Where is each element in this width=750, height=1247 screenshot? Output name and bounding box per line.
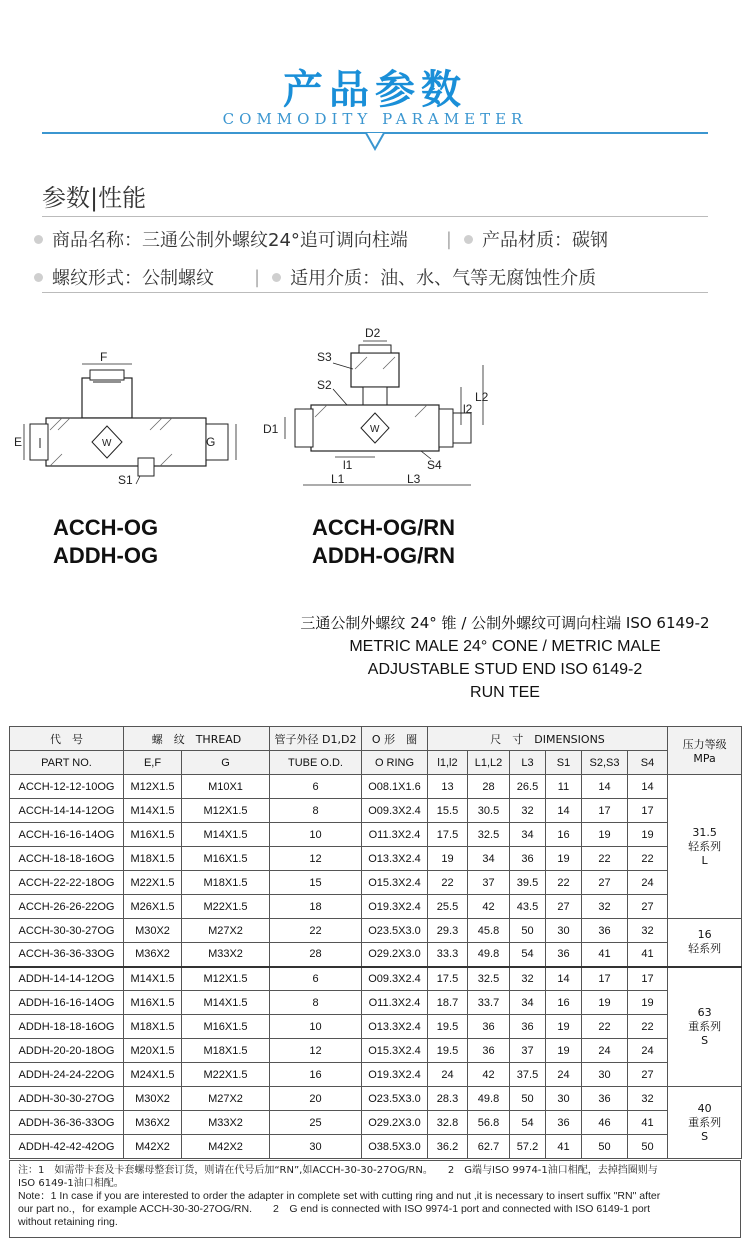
cell-part-no: ADDH-42-42-42OG xyxy=(10,1135,124,1159)
model-list-right xyxy=(312,514,455,570)
table-header-row xyxy=(10,751,742,775)
label-D1: D1 xyxy=(263,422,279,436)
th-S1: S1 xyxy=(546,751,582,775)
table-cell: M12X1.5 xyxy=(124,775,182,799)
pressure-series: 轻系列 xyxy=(688,942,722,956)
cell-part-no: ADDH-24-24-22OG xyxy=(10,1063,124,1087)
label-S1: S1 xyxy=(118,473,133,487)
pressure-rating xyxy=(668,967,742,1087)
table-cell: M14X1.5 xyxy=(182,823,270,847)
table-cell: 32 xyxy=(510,967,546,991)
table-cell: 19.5 xyxy=(428,1039,468,1063)
table-cell: 45.8 xyxy=(468,919,510,943)
attr-media: 适用介质：油、水、气等无腐蚀性介质 xyxy=(290,268,597,289)
note-cn-line1: 注：1 如需带卡套及卡套螺母整套订货，则请在代号后加“RN”,如ACCH-30-30-27OG/RN。 2 G端与ISO 9974-1油口相配，去掉挡圈则与 xyxy=(18,1165,658,1176)
table-cell: 41 xyxy=(628,1111,668,1135)
table-cell: 19.5 xyxy=(428,1015,468,1039)
table-cell: M33X2 xyxy=(182,1111,270,1135)
pressure-value: 31.5 xyxy=(692,825,717,839)
table-cell: M22X1.5 xyxy=(124,871,182,895)
table-cell: O19.3X2.4 xyxy=(362,895,428,919)
table-cell: M33X2 xyxy=(182,943,270,967)
table-cell: 50 xyxy=(582,1135,628,1159)
table-row xyxy=(10,1135,742,1159)
bullet-icon xyxy=(464,235,473,244)
table-cell: 19 xyxy=(628,823,668,847)
bullet-icon xyxy=(272,273,281,282)
table-cell: M42X2 xyxy=(124,1135,182,1159)
table-cell: 8 xyxy=(270,991,362,1015)
table-cell: M12X1.5 xyxy=(182,967,270,991)
table-cell: 14 xyxy=(546,967,582,991)
label-L3: L3 xyxy=(407,472,421,486)
table-cell: O11.3X2.4 xyxy=(362,823,428,847)
table-cell: 43.5 xyxy=(510,895,546,919)
th-dimensions: 尺 寸 DIMENSIONS xyxy=(428,727,668,751)
table-cell: M18X1.5 xyxy=(182,871,270,895)
table-cell: 42 xyxy=(468,895,510,919)
table-cell: M14X1.5 xyxy=(182,991,270,1015)
th-pressure-label: 压力等级 xyxy=(682,738,727,751)
drawing-run-tee xyxy=(10,350,250,500)
th-code: 代 号 xyxy=(10,727,124,751)
table-cell: 36 xyxy=(510,847,546,871)
table-row xyxy=(10,967,742,991)
page-title: 产品参数 xyxy=(283,67,467,113)
table-cell: 22 xyxy=(428,871,468,895)
label-S2: S2 xyxy=(317,378,332,392)
attr-material: 产品材质：碳钢 xyxy=(481,230,608,251)
table-cell: 24 xyxy=(428,1063,468,1087)
table-row xyxy=(10,919,742,943)
table-cell: M10X1 xyxy=(182,775,270,799)
table-cell: 28.3 xyxy=(428,1087,468,1111)
table-cell: 39.5 xyxy=(510,871,546,895)
table-cell: M18X1.5 xyxy=(124,1015,182,1039)
table-cell: 30 xyxy=(582,1063,628,1087)
table-cell: M16X1.5 xyxy=(182,847,270,871)
table-cell: M16X1.5 xyxy=(124,991,182,1015)
table-cell: 19 xyxy=(546,847,582,871)
table-cell: 28 xyxy=(468,775,510,799)
model-name: ADDH-OG xyxy=(53,543,159,568)
table-row xyxy=(10,1015,742,1039)
cell-part-no: ACCH-36-36-33OG xyxy=(10,943,124,967)
cell-part-no: ACCH-22-22-18OG xyxy=(10,871,124,895)
th-oring: O 形 圈 xyxy=(362,727,428,751)
table-row xyxy=(10,991,742,1015)
table-cell: M27X2 xyxy=(182,919,270,943)
th-pressure-unit: MPa xyxy=(693,752,716,765)
label-S3: S3 xyxy=(317,350,332,364)
th-tube: 管子外径 D1,D2 xyxy=(270,727,362,751)
table-cell: 14 xyxy=(628,775,668,799)
table-cell: 17 xyxy=(628,967,668,991)
table-cell: 13 xyxy=(428,775,468,799)
table-cell: 54 xyxy=(510,943,546,967)
cell-part-no: ADDH-16-16-14OG xyxy=(10,991,124,1015)
table-cell: 36 xyxy=(582,1087,628,1111)
table-cell: M26X1.5 xyxy=(124,895,182,919)
table-cell: 18.7 xyxy=(428,991,468,1015)
caret-down-icon xyxy=(364,133,386,155)
section-divider xyxy=(42,216,708,217)
table-cell: 22 xyxy=(628,847,668,871)
table-cell: O29.2X3.0 xyxy=(362,943,428,967)
table-cell: O19.3X2.4 xyxy=(362,1063,428,1087)
section-title: 参数|性能 xyxy=(42,184,147,212)
th-tube-od: TUBE O.D. xyxy=(270,751,362,775)
table-cell: 16 xyxy=(546,991,582,1015)
table-cell: 14 xyxy=(546,799,582,823)
cell-part-no: ACCH-16-16-14OG xyxy=(10,823,124,847)
table-cell: 50 xyxy=(510,1087,546,1111)
table-cell: 24 xyxy=(628,1039,668,1063)
th-L1L2: L1,L2 xyxy=(468,751,510,775)
pressure-series: 重系列 xyxy=(688,1019,722,1033)
table-cell: 32 xyxy=(582,895,628,919)
desc-en-line1: METRIC MALE 24° CONE / METRIC MALE xyxy=(349,638,661,655)
attribute-divider xyxy=(42,292,708,293)
product-description xyxy=(270,612,740,704)
pressure-value: 63 xyxy=(697,1005,712,1019)
pressure-rating xyxy=(668,775,742,919)
table-cell: 25 xyxy=(270,1111,362,1135)
th-L3: L3 xyxy=(510,751,546,775)
table-cell: O11.3X2.4 xyxy=(362,991,428,1015)
svg-text:W: W xyxy=(102,438,112,449)
desc-en-line3: RUN TEE xyxy=(470,684,540,701)
table-cell: M22X1.5 xyxy=(182,895,270,919)
label-E: E xyxy=(14,435,23,449)
cell-part-no: ADDH-18-18-16OG xyxy=(10,1015,124,1039)
table-cell: M22X1.5 xyxy=(182,1063,270,1087)
table-cell: 32.5 xyxy=(468,823,510,847)
table-cell: 19 xyxy=(582,823,628,847)
table-cell: 29.3 xyxy=(428,919,468,943)
table-cell: 37 xyxy=(510,1039,546,1063)
table-cell: 16 xyxy=(270,1063,362,1087)
table-cell: 25.5 xyxy=(428,895,468,919)
table-cell: 27 xyxy=(628,895,668,919)
cell-part-no: ACCH-12-12-10OG xyxy=(10,775,124,799)
table-cell: 15 xyxy=(270,871,362,895)
table-header-row xyxy=(10,727,742,751)
table-cell: 49.8 xyxy=(468,1087,510,1111)
table-cell: M16X1.5 xyxy=(124,823,182,847)
table-cell: 36 xyxy=(468,1039,510,1063)
table-cell: 36.2 xyxy=(428,1135,468,1159)
table-cell: 18 xyxy=(270,895,362,919)
table-cell: 6 xyxy=(270,775,362,799)
table-cell: M36X2 xyxy=(124,1111,182,1135)
table-cell: 28 xyxy=(270,943,362,967)
pressure-value: 16 xyxy=(697,928,712,942)
table-cell: 50 xyxy=(628,1135,668,1159)
label-L1: L1 xyxy=(331,472,345,486)
model-name: ACCH-OG xyxy=(53,515,159,540)
table-cell: 36 xyxy=(510,1015,546,1039)
table-cell: M30X2 xyxy=(124,919,182,943)
table-cell: O29.2X3.0 xyxy=(362,1111,428,1135)
table-cell: 62.7 xyxy=(468,1135,510,1159)
table-cell: 17 xyxy=(582,967,628,991)
table-cell: 41 xyxy=(582,943,628,967)
model-name: ACCH-OG/RN xyxy=(312,515,455,540)
table-cell: 10 xyxy=(270,1015,362,1039)
table-cell: O09.3X2.4 xyxy=(362,799,428,823)
pressure-value: 40 xyxy=(697,1101,712,1115)
table-cell: O15.3X2.4 xyxy=(362,871,428,895)
table-row xyxy=(10,943,742,967)
table-cell: 24 xyxy=(582,1039,628,1063)
model-list-left xyxy=(53,514,158,570)
table-cell: M18X1.5 xyxy=(182,1039,270,1063)
pressure-code: L xyxy=(701,853,708,867)
table-cell: 49.8 xyxy=(468,943,510,967)
label-l2: l2 xyxy=(463,402,473,416)
pressure-code: S xyxy=(701,1129,709,1143)
table-cell: 30 xyxy=(546,1087,582,1111)
table-row xyxy=(10,895,742,919)
th-ef: E,F xyxy=(124,751,182,775)
drawing-run-tee-rn xyxy=(255,325,505,495)
cell-part-no: ADDH-20-20-18OG xyxy=(10,1039,124,1063)
th-thread: 螺 纹 THREAD xyxy=(124,727,270,751)
table-cell: 33.3 xyxy=(428,943,468,967)
table-cell: 54 xyxy=(510,1111,546,1135)
table-cell: 36 xyxy=(546,1111,582,1135)
desc-en-line2: ADJUSTABLE STUD END ISO 6149-2 xyxy=(367,661,643,678)
table-cell: 11 xyxy=(546,775,582,799)
table-cell: 22 xyxy=(582,1015,628,1039)
table-cell: 27 xyxy=(546,895,582,919)
table-cell: 32 xyxy=(628,919,668,943)
table-cell: 12 xyxy=(270,1039,362,1063)
table-cell: M16X1.5 xyxy=(182,1015,270,1039)
table-cell: M14X1.5 xyxy=(124,799,182,823)
cell-part-no: ADDH-14-14-12OG xyxy=(10,967,124,991)
table-cell: O08.1X1.6 xyxy=(362,775,428,799)
label-S4: S4 xyxy=(427,458,442,472)
table-cell: 27 xyxy=(628,1063,668,1087)
table-row xyxy=(10,823,742,847)
table-cell: M27X2 xyxy=(182,1087,270,1111)
cell-part-no: ADDH-30-30-27OG xyxy=(10,1087,124,1111)
table-cell: 20 xyxy=(270,1087,362,1111)
table-cell: 17.5 xyxy=(428,823,468,847)
cell-part-no: ACCH-18-18-16OG xyxy=(10,847,124,871)
table-cell: 30 xyxy=(546,919,582,943)
table-cell: 32 xyxy=(510,799,546,823)
cell-part-no: ACCH-14-14-12OG xyxy=(10,799,124,823)
pressure-rating xyxy=(668,1087,742,1159)
table-cell: 17 xyxy=(582,799,628,823)
th-part-no: PART NO. xyxy=(10,751,124,775)
table-cell: 30.5 xyxy=(468,799,510,823)
table-row xyxy=(10,1039,742,1063)
cell-part-no: ADDH-36-36-33OG xyxy=(10,1111,124,1135)
table-cell: M12X1.5 xyxy=(182,799,270,823)
table-cell: 17 xyxy=(628,799,668,823)
table-cell: 34 xyxy=(468,847,510,871)
table-cell: 19 xyxy=(546,1039,582,1063)
table-cell: O13.3X2.4 xyxy=(362,847,428,871)
table-cell: O23.5X3.0 xyxy=(362,919,428,943)
th-pressure xyxy=(668,727,742,775)
table-cell: 19 xyxy=(546,1015,582,1039)
attr-product-name: 商品名称：三通公制外螺纹24°追可调向柱端 xyxy=(52,230,408,251)
label-D2: D2 xyxy=(365,326,381,340)
model-name: ADDH-OG/RN xyxy=(312,543,455,568)
table-cell: 22 xyxy=(582,847,628,871)
table-cell: 8 xyxy=(270,799,362,823)
table-cell: 27 xyxy=(582,871,628,895)
table-row xyxy=(10,799,742,823)
table-cell: M42X2 xyxy=(182,1135,270,1159)
table-cell: M30X2 xyxy=(124,1087,182,1111)
table-cell: 50 xyxy=(510,919,546,943)
label-L2: L2 xyxy=(475,390,489,404)
th-l1l2: l1,l2 xyxy=(428,751,468,775)
table-cell: 24 xyxy=(546,1063,582,1087)
table-cell: 37 xyxy=(468,871,510,895)
table-row xyxy=(10,1063,742,1087)
attribute-row xyxy=(34,220,714,258)
table-cell: 41 xyxy=(628,943,668,967)
cell-part-no: ACCH-30-30-27OG xyxy=(10,919,124,943)
table-cell: 36 xyxy=(546,943,582,967)
table-cell: 17.5 xyxy=(428,967,468,991)
table-cell: 34 xyxy=(510,991,546,1015)
th-S4: S4 xyxy=(628,751,668,775)
pressure-series: 轻系列 xyxy=(688,839,722,853)
svg-text:W: W xyxy=(370,424,380,435)
separator: | xyxy=(445,228,452,250)
page-subtitle: COMMODITY PARAMETER xyxy=(222,110,528,128)
table-cell: 6 xyxy=(270,967,362,991)
table-cell: O09.3X2.4 xyxy=(362,967,428,991)
label-l1: l1 xyxy=(343,458,353,472)
table-cell: O23.5X3.0 xyxy=(362,1087,428,1111)
note-en-line3: without retaining ring. xyxy=(18,1216,118,1228)
table-cell: 57.2 xyxy=(510,1135,546,1159)
table-cell: M14X1.5 xyxy=(124,967,182,991)
table-cell: 24 xyxy=(628,871,668,895)
table-cell: 15.5 xyxy=(428,799,468,823)
table-cell: 34 xyxy=(510,823,546,847)
table-cell: 22 xyxy=(270,919,362,943)
table-cell: M24X1.5 xyxy=(124,1063,182,1087)
pressure-code: S xyxy=(701,1033,709,1047)
pressure-rating xyxy=(668,919,742,967)
table-row xyxy=(10,847,742,871)
note-cn-line2: ISO 6149-1油口相配。 xyxy=(18,1178,124,1189)
table-cell: 32.5 xyxy=(468,967,510,991)
table-cell: 33.7 xyxy=(468,991,510,1015)
table-cell: M36X2 xyxy=(124,943,182,967)
table-row xyxy=(10,871,742,895)
note-en-line2: our part no.，for example ACCH-30-30-27OG/RN. 2 G end is connected with ISO 9974-1 port and connected with ISO 6149-1 port xyxy=(18,1203,651,1215)
table-row xyxy=(10,1111,742,1135)
attribute-row xyxy=(34,258,714,296)
table-cell: 19 xyxy=(628,991,668,1015)
table-cell: 22 xyxy=(628,1015,668,1039)
bullet-icon xyxy=(34,273,43,282)
table-cell: 12 xyxy=(270,847,362,871)
table-cell: 32.8 xyxy=(428,1111,468,1135)
table-cell: 16 xyxy=(546,823,582,847)
separator: | xyxy=(254,266,261,288)
table-row xyxy=(10,775,742,799)
table-row xyxy=(10,1087,742,1111)
table-cell: 36 xyxy=(582,919,628,943)
table-cell: 19 xyxy=(428,847,468,871)
notes-box xyxy=(9,1160,741,1238)
pressure-series: 重系列 xyxy=(688,1115,722,1129)
table-cell: 36 xyxy=(468,1015,510,1039)
table-cell: 26.5 xyxy=(510,775,546,799)
table-cell: M18X1.5 xyxy=(124,847,182,871)
table-cell: 56.8 xyxy=(468,1111,510,1135)
table-cell: 19 xyxy=(582,991,628,1015)
note-en-line1: Note：1 In case if you are interested to order the adapter in complete set with cutting ring and nut ,it is necessary to insert suffix "RN" after xyxy=(18,1190,661,1202)
table-cell: O13.3X2.4 xyxy=(362,1015,428,1039)
table-cell: 10 xyxy=(270,823,362,847)
label-F: F xyxy=(100,350,108,364)
table-cell: M20X1.5 xyxy=(124,1039,182,1063)
table-cell: 32 xyxy=(628,1087,668,1111)
th-g: G xyxy=(182,751,270,775)
th-o-ring: O RING xyxy=(362,751,428,775)
cell-part-no: ACCH-26-26-22OG xyxy=(10,895,124,919)
th-S2S3: S2,S3 xyxy=(582,751,628,775)
table-cell: 46 xyxy=(582,1111,628,1135)
table-cell: 30 xyxy=(270,1135,362,1159)
table-cell: O15.3X2.4 xyxy=(362,1039,428,1063)
table-cell: 37.5 xyxy=(510,1063,546,1087)
spec-table-body xyxy=(10,775,742,1159)
label-G: G xyxy=(206,435,216,449)
table-cell: 42 xyxy=(468,1063,510,1087)
desc-cn: 三通公制外螺纹 24° 锥 / 公制外螺纹可调向柱端 ISO 6149-2 xyxy=(300,614,710,632)
spec-table xyxy=(9,726,742,1159)
table-cell: 14 xyxy=(582,775,628,799)
table-cell: 22 xyxy=(546,871,582,895)
bullet-icon xyxy=(34,235,43,244)
table-cell: O38.5X3.0 xyxy=(362,1135,428,1159)
table-cell: 41 xyxy=(546,1135,582,1159)
attr-thread-type: 螺纹形式：公制螺纹 xyxy=(52,268,214,289)
